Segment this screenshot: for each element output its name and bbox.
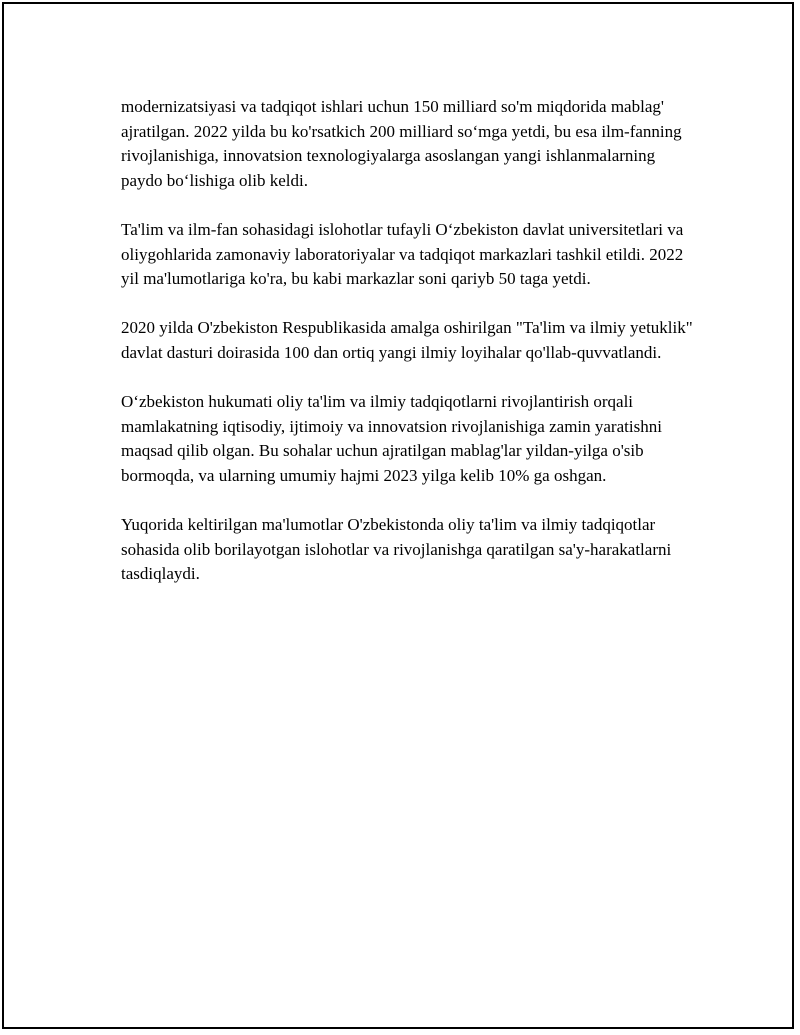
paragraph-1: modernizatsiyasi va tadqiqot ishlari uchun 150 milliard so'm miqdorida mablag' ajratilgan. 2022 yilda bu ko'rsatkich 200 milliard so‘mga yetdi, bu esa ilm-fanning rivojlanishiga, innovatsion texnologiyalarga asoslangan yangi ishlanmalarning paydo bo‘lishiga olib keldi. [121,97,682,190]
paragraph-3: 2020 yilda O'zbekiston Respublikasida amalga oshirilgan "Ta'lim va ilmiy yetuklik" davlat dasturi doirasida 100 dan ortiq yangi ilmiy loyihalar qo'llab-quvvatlandi. [121,318,693,362]
document-page [2,2,794,1029]
paragraph-2: Ta'lim va ilm-fan sohasidagi islohotlar tufayli O‘zbekiston davlat universitetlari va oliygohlarida zamonaviy laboratoriyalar va tadqiqot markazlari tashkil etildi. 2022 yil ma'lumotlariga ko'ra, bu kabi markazlar soni qariyb 50 taga yetdi. [121,219,684,289]
paragraph-4: O‘zbekiston hukumati oliy ta'lim va ilmiy tadqiqotlarni rivojlantirish orqali mamlakatning iqtisodiy, ijtimoiy va innovatsion rivojlanishiga zamin yaratishni maqsad qilib olgan. Bu sohalar uchun ajratilgan mablag'lar yildan-yilga o'sib bormoqda, va ularning umumiy hajmi 2023 yilga kelib 10% ga oshgan. [121,392,662,485]
document-body [121,95,696,611]
paragraph-5: Yuqorida keltirilgan ma'lumotlar O'zbekistonda oliy ta'lim va ilmiy tadqiqotlar sohasida olib borilayotgan islohotlar va rivojlanishga qaratilgan sa'y-harakatlarni tasdiqlaydi. [121,515,672,584]
